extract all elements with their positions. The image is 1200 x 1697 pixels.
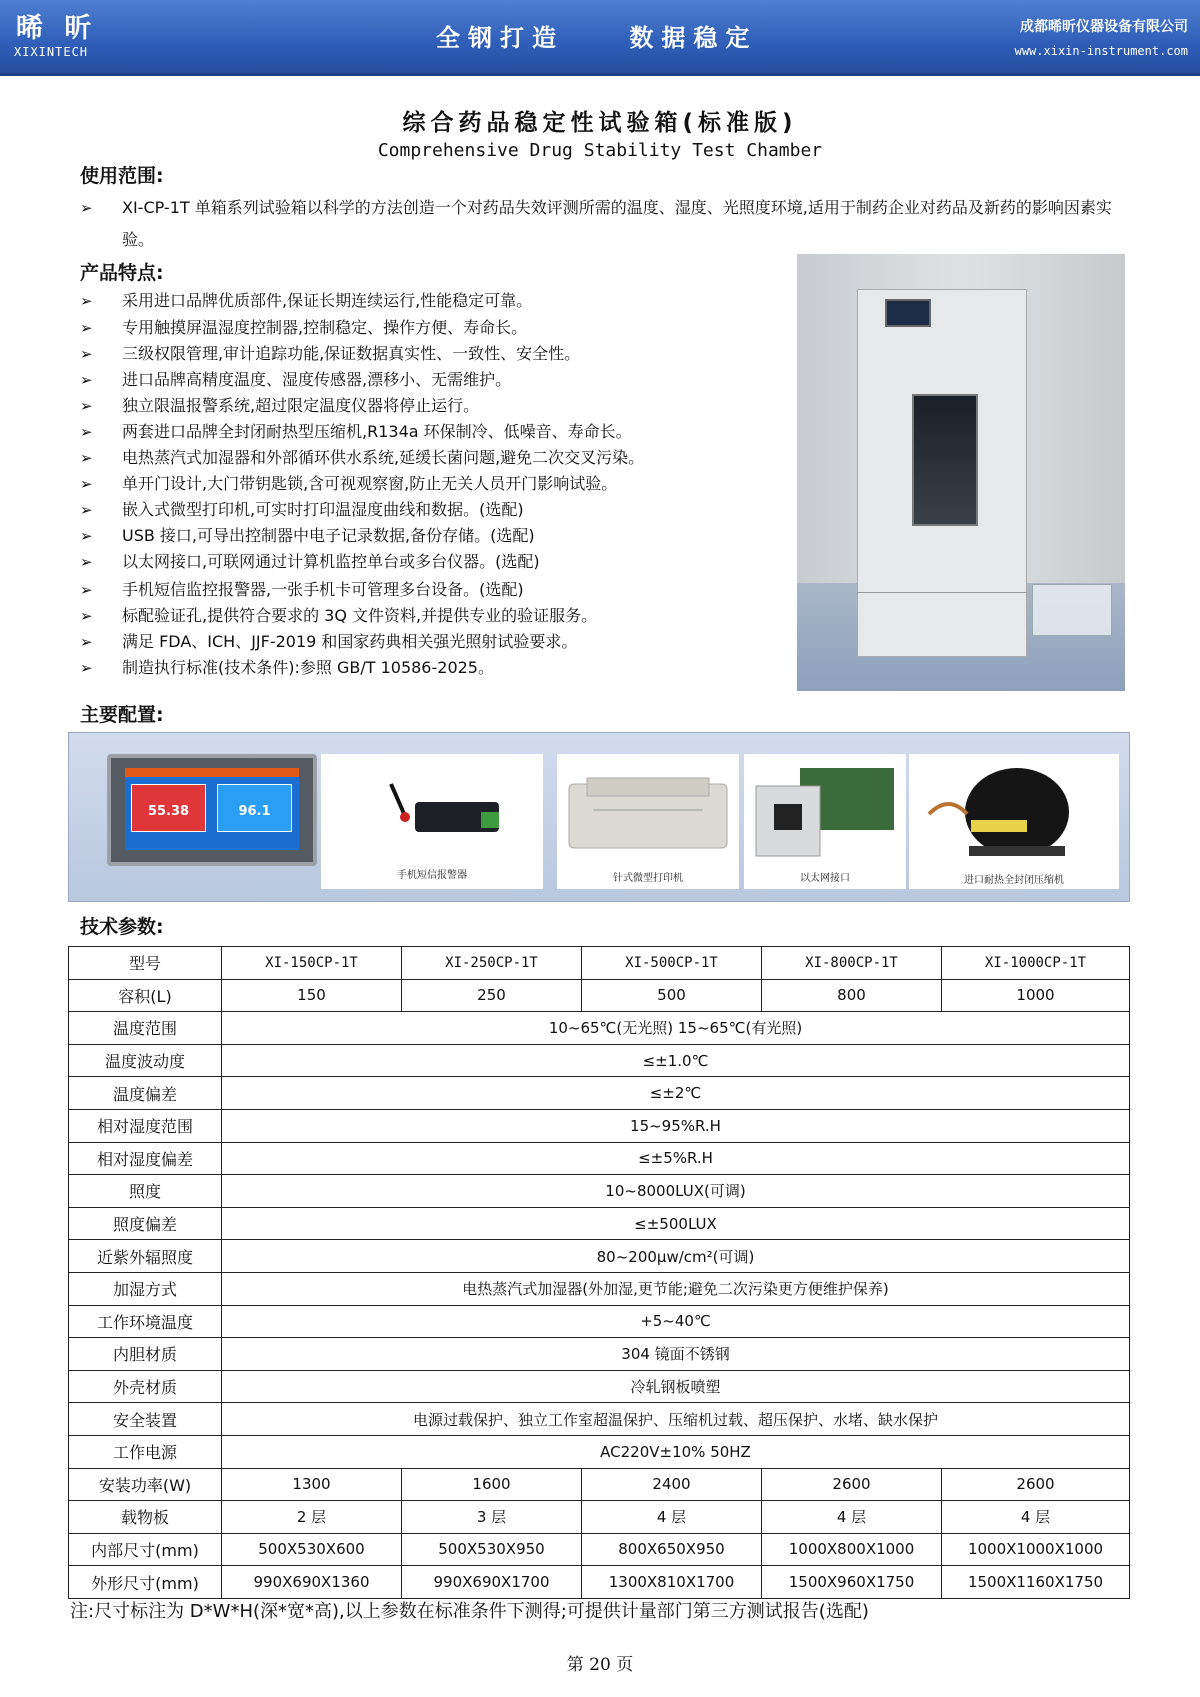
feature-item	[80, 367, 511, 393]
bullet-arrow-icon: ➢	[80, 319, 93, 337]
table-row	[69, 1403, 1130, 1436]
value-cell: 10~65℃(无光照) 15~65℃(有光照)	[222, 1012, 1130, 1045]
value-cell: 2 层	[222, 1501, 402, 1534]
config-ethernet	[744, 754, 906, 889]
row-label: 相对湿度偏差	[69, 1142, 222, 1175]
table-row	[69, 1272, 1130, 1305]
row-label: 加湿方式	[69, 1272, 222, 1305]
value-cell: 1500X1160X1750	[942, 1566, 1130, 1599]
feature-item	[80, 315, 527, 341]
value-cell: 304 镜面不锈钢	[222, 1338, 1130, 1371]
touchscreen-temp-value: 55.38	[131, 784, 206, 832]
ethernet-port-icon	[744, 754, 906, 864]
value-cell: 990X690X1700	[402, 1566, 582, 1599]
row-label: 温度范围	[69, 1012, 222, 1045]
value-cell: 3 层	[402, 1501, 582, 1534]
caption-sms-alarm: 手机短信报警器	[397, 870, 467, 881]
table-row	[69, 1109, 1130, 1142]
value-cell: 15~95%R.H	[222, 1109, 1130, 1142]
bullet-arrow-icon: ➢	[80, 292, 93, 310]
usage-heading: 使用范围:	[80, 165, 164, 187]
table-row	[69, 1142, 1130, 1175]
value-cell: +5~40℃	[222, 1305, 1130, 1338]
feature-item	[80, 603, 597, 629]
header-banner	[0, 0, 1200, 76]
model-cell: XI-150CP-1T	[222, 947, 402, 980]
chamber-screen	[885, 299, 931, 327]
value-cell: 150	[222, 979, 402, 1012]
specs-heading: 技术参数:	[80, 916, 164, 938]
value-cell: 冷轧钢板喷塑	[222, 1370, 1130, 1403]
caption-printer: 针式微型打印机	[613, 873, 683, 884]
table-row	[69, 1175, 1130, 1208]
value-cell: 1300X810X1700	[582, 1566, 762, 1599]
value-cell: 2600	[762, 1468, 942, 1501]
brand-name-cn: 晞 昕	[16, 13, 98, 44]
page-subtitle: Comprehensive Drug Stability Test Chamber	[377, 140, 823, 161]
feature-item	[80, 288, 532, 314]
feature-text: 单开门设计,大门带钥匙锁,含可视观察窗,防止无关人员开门影响试验。	[122, 474, 618, 493]
table-row	[69, 1077, 1130, 1110]
touchscreen-image	[107, 754, 317, 866]
bullet-arrow-icon: ➢	[80, 345, 93, 363]
feature-item	[80, 445, 644, 471]
model-cell: XI-500CP-1T	[582, 947, 762, 980]
row-label: 内胆材质	[69, 1338, 222, 1371]
feature-item	[80, 393, 479, 419]
row-label: 工作环境温度	[69, 1305, 222, 1338]
value-cell: 800	[762, 979, 942, 1012]
bullet-arrow-icon: ➢	[80, 527, 93, 545]
table-row	[69, 1501, 1130, 1534]
value-cell: ≤±5%R.H	[222, 1142, 1130, 1175]
value-cell: 1000	[942, 979, 1130, 1012]
model-cell: XI-800CP-1T	[762, 947, 942, 980]
value-cell: 80~200μw/cm²(可调)	[222, 1240, 1130, 1273]
feature-item	[80, 341, 580, 367]
company-name: 成都晞昕仪器设备有限公司	[1020, 19, 1188, 35]
row-label: 内部尺寸(mm)	[69, 1533, 222, 1566]
usage-paragraph	[80, 192, 1120, 256]
features-heading: 产品特点:	[80, 262, 164, 284]
bullet-arrow-icon: ➢	[80, 199, 93, 217]
row-label: 外壳材质	[69, 1370, 222, 1403]
model-cell: XI-1000CP-1T	[942, 947, 1130, 980]
feature-item	[80, 497, 524, 523]
table-row	[69, 1207, 1130, 1240]
feature-text: 手机短信监控报警器,一张手机卡可管理多台设备。(选配)	[122, 580, 524, 599]
feature-text: 以太网接口,可联网通过计算机监控单台或多台仪器。(选配)	[122, 552, 540, 571]
config-strip	[68, 732, 1130, 902]
feature-text: 嵌入式微型打印机,可实时打印温湿度曲线和数据。(选配)	[122, 500, 524, 519]
caption-compressor: 进口耐热全封闭压缩机	[964, 875, 1064, 886]
value-cell: ≤±2℃	[222, 1077, 1130, 1110]
row-label: 安全装置	[69, 1403, 222, 1436]
brand-name-en: XIXINTECH	[14, 45, 89, 59]
value-cell: 500	[582, 979, 762, 1012]
compressor-icon	[909, 754, 1119, 864]
row-label: 工作电源	[69, 1435, 222, 1468]
value-cell: 2600	[942, 1468, 1130, 1501]
value-cell: 1000X800X1000	[762, 1533, 942, 1566]
feature-item	[80, 549, 540, 575]
row-label: 相对湿度范围	[69, 1109, 222, 1142]
value-cell: 电热蒸汽式加湿器(外加湿,更节能;避免二次污染更方便维护保养)	[222, 1272, 1130, 1305]
value-cell: 500X530X600	[222, 1533, 402, 1566]
table-row	[69, 1370, 1130, 1403]
product-photo	[797, 254, 1125, 691]
value-cell: 1600	[402, 1468, 582, 1501]
value-cell: 4 层	[942, 1501, 1130, 1534]
config-compressor	[909, 754, 1119, 889]
config-heading: 主要配置:	[80, 704, 164, 726]
feature-text: 满足 FDA、ICH、JJF-2019 和国家药典相关强光照射试验要求。	[122, 632, 578, 651]
touchscreen-humidity-value: 96.1	[217, 784, 292, 832]
bullet-arrow-icon: ➢	[80, 449, 93, 467]
usage-text: XI-CP-1T 单箱系列试验箱以科学的方法创造一个对药品失效评测所需的温度、湿度、光照度环境,适用于制药企业对药品及新药的影响因素实验。	[122, 198, 1112, 249]
company-website: www.xixin-instrument.com	[1014, 44, 1188, 58]
table-row	[69, 1566, 1130, 1599]
value-cell: 电源过载保护、独立工作室超温保护、压缩机过载、超压保护、水堵、缺水保护	[222, 1403, 1130, 1436]
value-cell: ≤±500LUX	[222, 1207, 1130, 1240]
feature-text: 标配验证孔,提供符合要求的 3Q 文件资料,并提供专业的验证服务。	[122, 606, 598, 625]
bullet-arrow-icon: ➢	[80, 581, 93, 599]
value-cell: 10~8000LUX(可调)	[222, 1175, 1130, 1208]
feature-item	[80, 471, 617, 497]
water-tank	[1032, 584, 1112, 636]
printer-icon	[557, 754, 739, 864]
spec-table-body	[69, 947, 1130, 1599]
bullet-arrow-icon: ➢	[80, 633, 93, 651]
feature-text: 采用进口品牌优质部件,保证长期连续运行,性能稳定可靠。	[122, 291, 533, 310]
value-cell: AC220V±10% 50HZ	[222, 1435, 1130, 1468]
table-row	[69, 979, 1130, 1012]
feature-text: 独立限温报警系统,超过限定温度仪器将停止运行。	[122, 396, 480, 415]
value-cell: 1300	[222, 1468, 402, 1501]
bullet-arrow-icon: ➢	[80, 371, 93, 389]
feature-item	[80, 655, 494, 681]
config-printer	[557, 754, 739, 889]
door-seam	[857, 592, 1027, 593]
feature-item	[80, 577, 524, 603]
row-label: 照度	[69, 1175, 222, 1208]
table-row	[69, 947, 1130, 980]
bullet-arrow-icon: ➢	[80, 553, 93, 571]
value-cell: 1000X1000X1000	[942, 1533, 1130, 1566]
value-cell: 2400	[582, 1468, 762, 1501]
model-cell: XI-250CP-1T	[402, 947, 582, 980]
config-sms-alarm	[321, 754, 543, 889]
bullet-arrow-icon: ➢	[80, 501, 93, 519]
footnote: 注:尺寸标注为 D*W*H(深*宽*高),以上参数在标准条件下测得;可提供计量部门第三方测试报告(选配)	[70, 1601, 869, 1622]
value-cell: 800X650X950	[582, 1533, 762, 1566]
value-cell: 1500X960X1750	[762, 1566, 942, 1599]
row-label: 型号	[69, 947, 222, 980]
table-row	[69, 1240, 1130, 1273]
table-row	[69, 1533, 1130, 1566]
feature-item	[80, 419, 632, 445]
touchscreen-titlebar	[125, 768, 299, 777]
value-cell: 990X690X1360	[222, 1566, 402, 1599]
value-cell: 250	[402, 979, 582, 1012]
page-title: 综合药品稳定性试验箱(标准版)	[402, 110, 798, 136]
row-label: 温度波动度	[69, 1044, 222, 1077]
spec-table	[68, 946, 1130, 1599]
value-cell: 500X530X950	[402, 1533, 582, 1566]
feature-item	[80, 629, 577, 655]
feature-item	[80, 523, 535, 549]
table-row	[69, 1044, 1130, 1077]
table-row	[69, 1338, 1130, 1371]
row-label: 载物板	[69, 1501, 222, 1534]
row-label: 外形尺寸(mm)	[69, 1566, 222, 1599]
table-row	[69, 1012, 1130, 1045]
row-label: 近紫外辐照度	[69, 1240, 222, 1273]
feature-text: 两套进口品牌全封闭耐热型压缩机,R134a 环保制冷、低噪音、寿命长。	[122, 422, 632, 441]
feature-text: 进口品牌高精度温度、湿度传感器,漂移小、无需维护。	[122, 370, 512, 389]
value-cell: ≤±1.0℃	[222, 1044, 1130, 1077]
row-label: 容积(L)	[69, 979, 222, 1012]
row-label: 安装功率(W)	[69, 1468, 222, 1501]
bullet-arrow-icon: ➢	[80, 423, 93, 441]
feature-text: 专用触摸屏温湿度控制器,控制稳定、操作方便、寿命长。	[122, 318, 528, 337]
slogan: 全钢打造 数据稳定	[436, 24, 758, 52]
bullet-arrow-icon: ➢	[80, 607, 93, 625]
bullet-arrow-icon: ➢	[80, 475, 93, 493]
value-cell: 4 层	[582, 1501, 762, 1534]
value-cell: 4 层	[762, 1501, 942, 1534]
table-row	[69, 1468, 1130, 1501]
row-label: 照度偏差	[69, 1207, 222, 1240]
feature-text: USB 接口,可导出控制器中电子记录数据,备份存储。(选配)	[122, 526, 535, 545]
row-label: 温度偏差	[69, 1077, 222, 1110]
config-touchscreen	[107, 754, 319, 889]
bullet-arrow-icon: ➢	[80, 659, 93, 677]
table-row	[69, 1435, 1130, 1468]
feature-text: 三级权限管理,审计追踪功能,保证数据真实性、一致性、安全性。	[122, 344, 581, 363]
touchscreen-display	[125, 768, 299, 850]
table-row	[69, 1305, 1130, 1338]
chamber-window	[912, 394, 978, 526]
page-number: 第 20 页	[566, 1655, 634, 1675]
sms-alarm-icon	[321, 754, 543, 864]
bullet-arrow-icon: ➢	[80, 397, 93, 415]
feature-text: 电热蒸汽式加湿器和外部循环供水系统,延缓长菌问题,避免二次交叉污染。	[122, 448, 645, 467]
feature-text: 制造执行标准(技术条件):参照 GB/T 10586-2025。	[122, 658, 494, 677]
caption-ethernet: 以太网接口	[800, 873, 850, 884]
